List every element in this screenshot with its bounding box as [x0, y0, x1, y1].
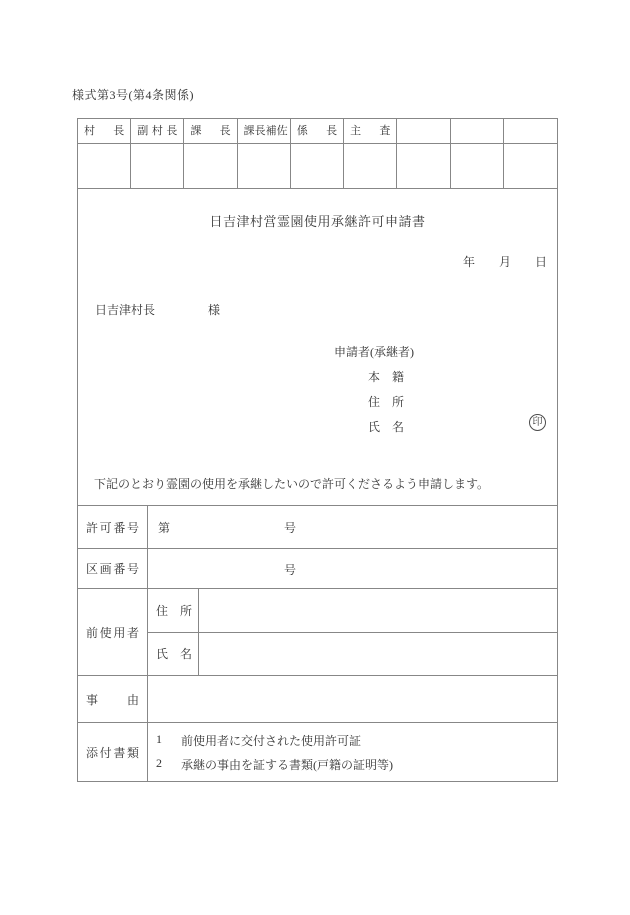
previous-user-address-value-cell: [199, 589, 557, 632]
approval-cell-section-chief: 課 長: [184, 119, 237, 143]
previous-user-name-label-cell: [148, 633, 199, 676]
lot-number-label-cell: [78, 549, 148, 588]
approval-stamp-box: [131, 144, 184, 188]
approval-stamp-box: [238, 144, 291, 188]
attachment-item: [156, 732, 557, 749]
approval-stamp-box: [344, 144, 397, 188]
permit-number-value-cell: [148, 506, 557, 548]
lot-number-value-cell: [148, 549, 557, 588]
approval-cell-unit-chief: 係 長: [291, 119, 344, 143]
attachment-number: 2: [156, 755, 162, 770]
previous-user-name-row: [148, 633, 557, 676]
attachment-text: 前使用者に交付された使用許可証: [181, 733, 362, 748]
approval-stamp-box: [451, 144, 504, 188]
lot-number-suffix: 号: [284, 563, 297, 577]
permit-number-prefix: 第: [158, 521, 171, 535]
applicant-domicile-label: 本 籍: [368, 370, 405, 384]
form-title: 日吉津村営霊園使用承継許可申請書: [209, 214, 426, 229]
attachment-number: 1: [156, 731, 162, 746]
reason-label: 事 由: [86, 692, 139, 707]
approval-stamp-box: [397, 144, 450, 188]
reason-value-cell: [148, 676, 557, 722]
applicant-address-label: 住 所: [368, 395, 405, 409]
approval-stamp-header-row: [78, 119, 557, 144]
approval-stamp-box: [78, 144, 131, 188]
addressee-honorific: 様: [208, 303, 221, 317]
addressee-name: 日吉津村長: [95, 303, 156, 317]
approval-cell-empty: [451, 119, 504, 143]
application-statement: 下記のとおり霊園の使用を承継したいので許可くださるよう申請します。: [94, 477, 490, 491]
attachment-item: [156, 756, 557, 773]
attachment-text: 承継の事由を証する書類(戸籍の証明等): [181, 757, 393, 772]
attachments-label: 添付書類: [86, 745, 139, 760]
previous-user-address-label: 住 所: [156, 603, 193, 618]
previous-user-name-value-cell: [199, 633, 557, 676]
row-previous-user: [78, 589, 557, 676]
approval-stamp-box: [291, 144, 344, 188]
approval-stamp-box: [504, 144, 557, 188]
seal-stamp-icon: 印: [529, 414, 546, 431]
previous-user-address-row: [148, 589, 557, 633]
date-line: 年 月 日: [462, 255, 547, 269]
approval-cell-village-mayor: 村 長: [78, 119, 131, 143]
approval-stamp-box: [184, 144, 237, 188]
approval-stamp-blank-row: [78, 144, 557, 189]
approval-cell-examiner: 主 査: [344, 119, 397, 143]
reason-label-cell: [78, 676, 148, 722]
previous-user-subtable: [148, 589, 557, 675]
approval-cell-empty: [504, 119, 557, 143]
permit-number-label-cell: [78, 506, 148, 548]
lot-number-label: 区画番号: [86, 562, 139, 576]
approval-cell-empty: [397, 119, 450, 143]
applicant-name-label: 氏 名: [368, 420, 405, 434]
form-number-label: 様式第3号(第4条関係): [72, 88, 194, 102]
permit-number-label: 許可番号: [86, 520, 139, 535]
addressee-line: [95, 301, 220, 318]
approval-cell-deputy-mayor: 副村長: [131, 119, 184, 143]
attachments-value-cell: [148, 723, 557, 781]
previous-user-label: 前使用者: [86, 625, 139, 640]
permit-number-suffix: 号: [284, 521, 297, 535]
previous-user-label-cell: [78, 589, 148, 675]
previous-user-address-label-cell: [148, 589, 199, 632]
row-permit-number: [78, 506, 557, 549]
row-attachments: [78, 723, 557, 781]
row-lot-number: [78, 549, 557, 589]
applicant-heading: 申請者(承継者): [334, 345, 414, 359]
row-reason: [78, 676, 557, 723]
previous-user-name-label: 氏 名: [156, 647, 193, 662]
form-sheet: [77, 118, 558, 782]
attachments-label-cell: [78, 723, 148, 781]
approval-cell-assistant-chief: 課長補佐: [238, 119, 291, 143]
form-header-cell: [78, 189, 557, 506]
